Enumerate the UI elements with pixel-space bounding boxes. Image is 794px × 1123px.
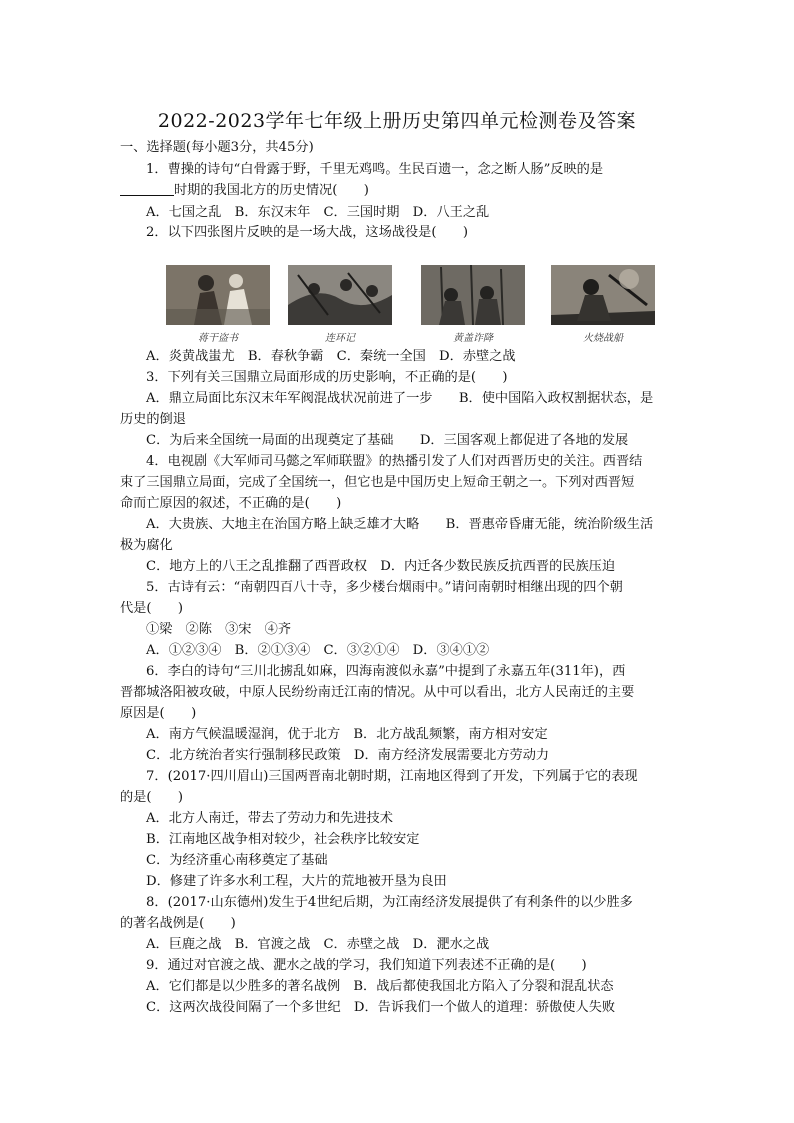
q8-stem: 8．(2017·山东德州)发生于4世纪后期，为江南经济发展提供了有利条件的以少胜多 (146, 895, 633, 910)
battle-picture-1 (166, 265, 270, 325)
q5-options: A．①②③④ B．②①③④ C．③②①④ D．③④①② (146, 643, 490, 658)
q4-stem: 4．电视剧《大军师司马懿之军师联盟》的热播引发了人们对西晋历史的关注。西晋结 (146, 454, 643, 469)
q7-stem: 7．(2017·四川眉山)三国两晋南北朝时期，江南地区得到了开发，下列属于它的表现 (146, 769, 638, 784)
q3-options-cd: C．为后来全国统一局面的出现奠定了基础 D．三国客观上都促进了各地的发展 (146, 433, 629, 448)
page-title: 2022-2023学年七年级上册历史第四单元检测卷及答案 (157, 110, 637, 132)
q7-option-b: B．江南地区战争相对较少，社会秩序比较安定 (146, 832, 420, 847)
q4-options-cd: C．地方上的八王之乱推翻了西晋政权 D．内迁各少数民族反抗西晋的民族压迫 (146, 559, 616, 574)
q8-options: A．巨鹿之战 B．官渡之战 C．赤壁之战 D．淝水之战 (146, 937, 490, 952)
q6-stem-cont-2: 原因是( ) (120, 706, 197, 721)
q1-stem-cont (120, 181, 369, 201)
caption-4: 火烧战船 (583, 333, 623, 344)
q5-items: ①梁 ②陈 ③宋 ④齐 (146, 622, 292, 637)
q5-stem: 5．古诗有云：“南朝四百八十寺，多少楼台烟雨中。”请问南朝时相继出现的四个朝 (146, 580, 623, 595)
q7-stem-cont: 的是( ) (120, 790, 184, 805)
q9-stem: 9．通过对官渡之战、淝水之战的学习，我们知道下列表述不正确的是( ) (146, 958, 587, 973)
q9-options-cd: C．这两次战役间隔了一个多世纪 D．告诉我们一个做人的道理：骄傲使人失败 (146, 1000, 616, 1015)
q2-stem: 2．以下四张图片反映的是一场大战，这场战役是( ) (146, 225, 468, 240)
q3-stem: 3．下列有关三国鼎立局面形成的历史影响，不正确的是( ) (146, 370, 508, 385)
battle-pictures (0, 265, 794, 345)
battle-picture-3 (421, 265, 525, 325)
q1-stem: 1．曹操的诗句“白骨露于野，千里无鸡鸣。生民百遗一，念之断人肠”反映的是 (146, 162, 604, 177)
q2-options: A．炎黄战蚩尤 B．春秋争霸 C．秦统一全国 D．赤壁之战 (146, 349, 516, 364)
fill-blank (120, 181, 174, 196)
q7-option-c: C．为经济重心南移奠定了基础 (146, 853, 328, 868)
section-heading: 一、选择题(每小题3分，共45分) (120, 140, 314, 155)
caption-1: 蒋干盗书 (198, 333, 238, 344)
q3-options-ab-cont: 历史的倒退 (120, 412, 186, 427)
q8-stem-cont: 的著名战例是( ) (120, 916, 236, 931)
q4-options-ab-cont: 极为腐化 (120, 538, 173, 553)
q4-options-ab: A．大贵族、大地主在治国方略上缺乏雄才大略 B．晋惠帝昏庸无能，统治阶级生活 (146, 517, 654, 532)
q1-stem-text: 时期的我国北方的历史情况( ) (174, 183, 369, 198)
q5-stem-cont: 代是( ) (120, 601, 184, 616)
caption-2: 连环记 (325, 333, 355, 344)
q1-options: A．七国之乱 B．东汉末年 C．三国时期 D．八王之乱 (146, 205, 490, 220)
q9-options-ab: A．它们都是以少胜多的著名战例 B．战后都使我国北方陷入了分裂和混乱状态 (146, 979, 614, 994)
caption-3: 黄盖诈降 (453, 333, 493, 344)
battle-picture-4 (551, 265, 655, 325)
q7-option-a: A．北方人南迁，带去了劳动力和先进技术 (146, 811, 393, 826)
q4-stem-cont-1: 束了三国鼎立局面，完成了全国统一，但它也是中国历史上短命王朝之一。下列对西晋短 (120, 475, 635, 490)
q6-options-ab: A．南方气候温暖湿润，优于北方 B．北方战乱频繁，南方相对安定 (146, 727, 548, 742)
q6-stem: 6．李白的诗句“三川北掳乱如麻，四海南渡似永嘉”中提到了永嘉五年(311年)，西 (146, 664, 626, 679)
q6-stem-cont-1: 晋都城洛阳被攻破，中原人民纷纷南迁江南的情况。从中可以看出，北方人民南迁的主要 (120, 685, 635, 700)
q4-stem-cont-2: 命而亡原因的叙述，不正确的是( ) (120, 496, 342, 511)
q3-options-ab: A．鼎立局面比东汉末年军阀混战状况前进了一步 B．使中国陷入政权割据状态，是 (146, 391, 654, 406)
battle-picture-2 (288, 265, 392, 325)
q6-options-cd: C．北方统治者实行强制移民政策 D．南方经济发展需要北方劳动力 (146, 748, 550, 763)
q7-option-d: D．修建了许多水利工程，大片的荒地被开垦为良田 (146, 874, 447, 889)
